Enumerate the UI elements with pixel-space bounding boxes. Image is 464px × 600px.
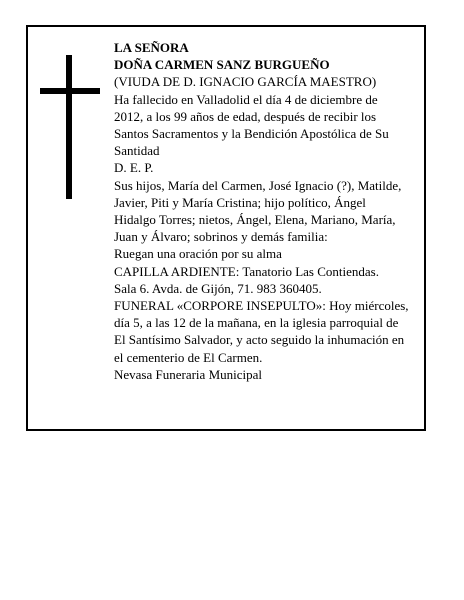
funeral-line: El Santísimo Salvador, y acto seguido la inhumación en xyxy=(114,332,405,348)
family-line: Sus hijos, María del Carmen, José Ignacio (?), Matilde, xyxy=(114,177,402,193)
chapel-line: Sala 6. Avda. de Gijón, 71. 983 360405. xyxy=(114,280,322,296)
family-line: Hidalgo Torres; nietos, Ángel, Elena, Mariano, María, xyxy=(114,212,396,228)
chapel-line: CAPILLA ARDIENTE: Tanatorio Las Contiendas. xyxy=(114,263,379,279)
cross-horizontal-bar xyxy=(40,88,100,94)
family-mourners xyxy=(114,177,426,246)
funeral-line: FUNERAL «CORPORE INSEPULTO»: Hoy miércoles, xyxy=(114,298,409,314)
funeral-home: Nevasa Funeraria Municipal xyxy=(114,366,263,382)
death-line: Santidad xyxy=(114,143,160,159)
cross-icon xyxy=(40,55,100,199)
obituary-notice xyxy=(26,25,426,431)
deceased-name: DOÑA CARMEN SANZ BURGUEÑO xyxy=(114,57,330,73)
family-line: Javier, Piti y María Cristina; hijo político, Ángel xyxy=(114,194,366,210)
widow-of: (VIUDA DE D. IGNACIO GARCÍA MAESTRO) xyxy=(114,74,377,90)
funeral-info xyxy=(114,297,426,366)
death-announcement xyxy=(114,91,426,160)
notice-text xyxy=(114,39,426,383)
prayer-request: Ruegan una oración por su alma xyxy=(114,246,282,262)
cross-vertical-bar xyxy=(66,55,72,199)
chapel-info xyxy=(114,263,426,297)
rest-in-peace: D. E. P. xyxy=(114,160,154,176)
funeral-line: el cementerio de El Carmen. xyxy=(114,349,263,365)
notice-title: LA SEÑORA xyxy=(114,40,189,55)
death-line: 2012, a los 99 años de edad, después de recibir los xyxy=(114,108,377,124)
death-line: Ha fallecido en Valladolid el día 4 de diciembre de xyxy=(114,91,378,107)
funeral-line: día 5, a las 12 de la mañana, en la iglesia parroquial de xyxy=(114,315,399,331)
death-line: Santos Sacramentos y la Bendición Apostólica de Su xyxy=(114,126,389,142)
family-line: Juan y Álvaro; sobrinos y demás familia: xyxy=(114,229,328,245)
